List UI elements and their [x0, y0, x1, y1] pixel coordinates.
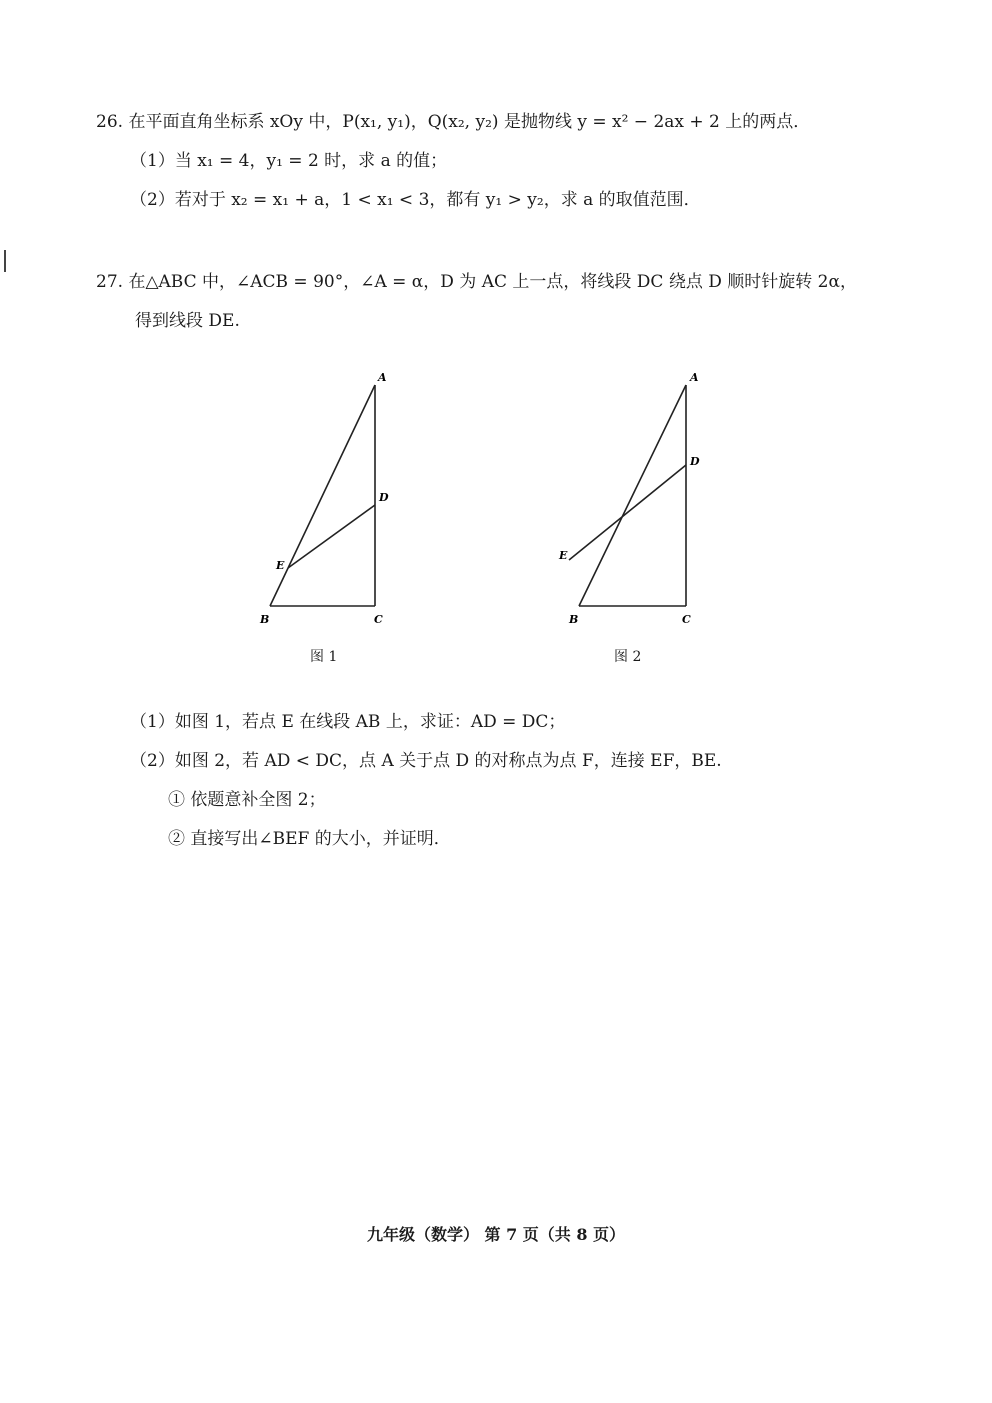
- fig2-label-b: B: [569, 613, 579, 626]
- figure-1: [270, 385, 375, 606]
- fig2-label-c: C: [682, 613, 691, 626]
- q26-part2: （2）若对于 x₂ = x₁ + a，1 < x₁ < 3，都有 y₁ > y₂，求 a 的取值范围．: [130, 190, 701, 210]
- fig1-label-b: B: [260, 613, 270, 626]
- fig2-label-a: A: [690, 371, 699, 384]
- fig1-label-e: E: [276, 559, 285, 572]
- q27-part1: （1）如图 1，若点 E 在线段 AB 上，求证：AD = DC；: [130, 712, 566, 732]
- q27-stem-line1: 27. 在△ABC 中，∠ACB = 90°，∠A = α，D 为 AC 上一点，将线段 DC 绕点 D 顺时针旋转 2α，: [96, 272, 857, 292]
- fig1-label-c: C: [374, 613, 383, 626]
- page-footer: 九年级（数学） 第 7 页（共 8 页）: [366, 1225, 626, 1244]
- fig1-label-a: A: [378, 371, 387, 384]
- figure-2: [569, 385, 686, 606]
- fig1-caption: 图 1: [310, 649, 338, 665]
- q27-sub1: ① 依题意补全图 2；: [168, 790, 326, 810]
- fig2-side-ab: [579, 385, 686, 606]
- q27-stem-line2: 得到线段 DE.: [135, 311, 240, 331]
- fig1-label-d: D: [379, 491, 389, 504]
- q26-stem: 26. 在平面直角坐标系 xOy 中，P(x₁, y₁)，Q(x₂, y₂) 是抛物线 y = x² − 2ax + 2 上的两点．: [96, 112, 811, 132]
- fig2-label-e: E: [559, 549, 568, 562]
- q27-part2: （2）如图 2，若 AD < DC，点 A 关于点 D 的对称点为点 F，连接 EF，BE.: [130, 751, 722, 771]
- fig1-side-ab: [270, 385, 375, 606]
- q26-part1: （1）当 x₁ = 4，y₁ = 2 时，求 a 的值；: [130, 151, 448, 171]
- fig2-caption: 图 2: [614, 649, 642, 665]
- fig2-segment-de: [569, 465, 686, 560]
- fig1-segment-de: [288, 505, 375, 568]
- fig2-label-d: D: [690, 455, 700, 468]
- q27-sub2: ② 直接写出∠BEF 的大小，并证明．: [168, 829, 451, 849]
